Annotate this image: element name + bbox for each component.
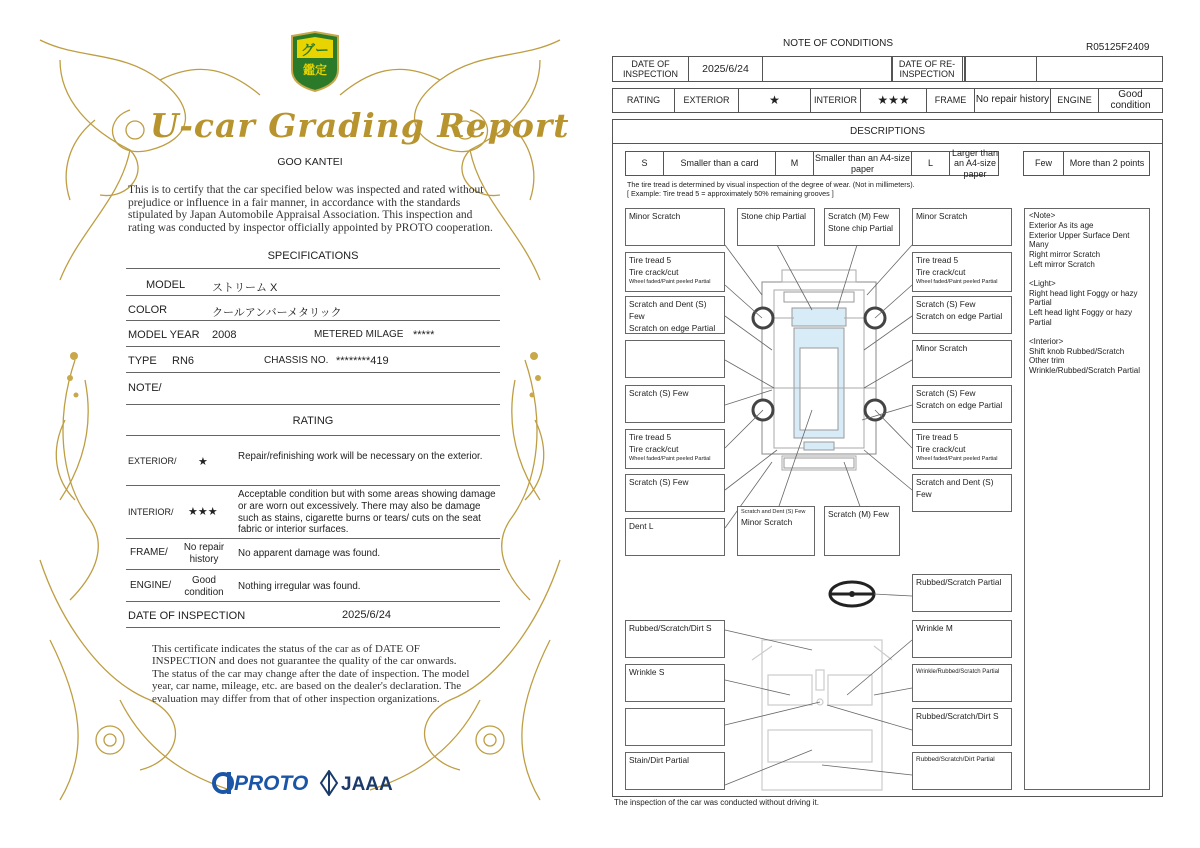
legend-m: M (776, 152, 814, 175)
model-label: MODEL (146, 279, 186, 291)
badge-main-text: 鑑定 (302, 63, 327, 77)
note-text: Scratch (S) Few (629, 477, 689, 487)
divider (126, 569, 500, 570)
note-text: Tire crack/cut (629, 267, 679, 277)
legend-m-desc: Smaller than an A4-size paper (814, 153, 911, 174)
proto-logo-icon (212, 770, 234, 796)
note-empty (625, 340, 725, 378)
note-text: Stone chip Partial (741, 211, 807, 221)
frame-label: FRAME (927, 89, 975, 112)
mileage-value: ***** (413, 329, 435, 341)
spec-heading: SPECIFICATIONS (267, 250, 359, 262)
divider (126, 601, 500, 602)
frame-value: No repair history (975, 89, 1051, 112)
note-text: Tire tread 5 (916, 432, 959, 442)
side-note-item: Wrinkle/Rubbed/Scratch Partial (1029, 366, 1141, 376)
divider (126, 627, 500, 628)
interior-label: INTERIOR (811, 89, 861, 112)
divider (126, 346, 500, 347)
badge-top-text: グー (301, 42, 329, 58)
side-note-item: Other trim (1029, 356, 1065, 366)
note-text: Tire tread 5 (916, 255, 959, 265)
jaaa-logo-icon (318, 770, 340, 796)
divider (126, 538, 500, 539)
exterior-label: EXTERIOR (675, 89, 739, 112)
interior-desc: Acceptable condition but with some areas showing damage or are worn out excessively. There may also be damage such as stains, cigarette burns or tears/ cuts on the seat fabric or interior surfaces. (238, 489, 496, 536)
interior-label: INTERIOR/ (128, 507, 174, 517)
note-int-6 (912, 708, 1012, 746)
note-text: Stone chip Partial (828, 223, 894, 233)
note-text: Rubbed/Scratch/Dirt S (629, 623, 712, 633)
legend-few-desc: More than 2 points (1069, 158, 1145, 169)
exterior-stars: ★ (198, 456, 208, 468)
chassis-value: ********419 (336, 355, 389, 367)
note-label: NOTE/ (128, 382, 162, 394)
note-minor-scratch (625, 208, 725, 246)
legend-few: Few (1024, 152, 1064, 175)
note-ss-few-right (912, 296, 1012, 334)
org-name: GOO KANTEI (277, 156, 343, 168)
note-int-8 (912, 752, 1012, 790)
descriptions-heading: DESCRIPTIONS (849, 126, 925, 137)
proto-logo (212, 770, 312, 798)
note-text: Tire crack/cut (629, 444, 679, 454)
note-sd-few-right (912, 474, 1012, 512)
doi-value: 2025/6/24 (342, 609, 391, 621)
note-text: Scratch and Dent (S) Few (629, 299, 707, 321)
side-note-item: Right head light Foggy or hazy Partial (1029, 288, 1138, 308)
note-int-4 (912, 664, 1012, 702)
note-text: Wrinkle M (916, 623, 953, 633)
legend-l: L (912, 152, 950, 175)
divider (126, 295, 500, 296)
certificate-footer: This certificate indicates the status of the car as of DATE OF INSPECTION and does not guarantee the quality of the car onwards. The status of the car may change after the date of inspection. The model year, car name, mileage, etc. are based on the dealer's declaration. The evaluation may differ from that of other inspection organizations. (152, 643, 470, 705)
type-value: RN6 (172, 355, 195, 367)
note-stone-chip (737, 208, 815, 246)
side-note-heading: <Light> (1029, 278, 1056, 288)
rating-row (612, 88, 1163, 113)
note-minor-scratch-right (912, 208, 1012, 246)
legend-s: S (626, 152, 664, 175)
note-rear-bumper (737, 506, 815, 556)
reinsp-label: DATE OF RE-INSPECTION (891, 57, 963, 81)
divider (612, 143, 1163, 144)
side-note-item: Left head light Foggy or hazy Partial (1029, 308, 1133, 327)
note-text: Tire tread 5 (629, 432, 672, 442)
side-note-item: Exterior Upper Surface Dent Many (1029, 230, 1130, 250)
proto-logo-text: PROTO (234, 772, 309, 795)
note-text: Scratch (M) Few (828, 211, 889, 221)
doi-blank (763, 57, 893, 81)
interior-value: ★★★ (861, 89, 927, 112)
sheet-title: NOTE OF CONDITIONS (783, 38, 893, 49)
note-text: Rubbed/Scratch/Dirt S (916, 711, 999, 721)
note-ss-few-left2 (625, 474, 725, 512)
frame-desc: No apparent damage was found. (238, 548, 381, 559)
year-value: 2008 (212, 329, 237, 341)
note-int-2 (912, 620, 1012, 658)
note-text: Scratch (S) Few (916, 299, 976, 309)
note-sd-few-left (625, 296, 725, 334)
note-text: Scratch (M) Few (828, 509, 889, 519)
legend-s-desc: Smaller than a card (664, 152, 776, 175)
tire-note-line1: The tire tread is determined by visual inspection of the degree of wear. (Not in millimeters). (627, 180, 915, 189)
rating-heading: RATING (292, 415, 334, 427)
note-text: Tire crack/cut (916, 444, 966, 454)
note-text: Minor Scratch (916, 343, 968, 353)
jaaa-logo-text: JAAA (341, 774, 393, 795)
note-tire-front-left (625, 252, 725, 292)
note-int-1 (625, 620, 725, 658)
note-text: Wheel faded/Paint peeled Partial (916, 456, 998, 462)
sheet-footer: The inspection of the car was conducted without driving it. (614, 798, 819, 807)
divider (126, 485, 500, 486)
note-text: Scratch (S) Few (916, 388, 976, 398)
chassis-label: CHASSIS NO. (264, 355, 329, 366)
note-text: Rubbed/Scratch Partial (916, 577, 1002, 587)
jaaa-logo (318, 770, 398, 798)
exterior-value: ★ (739, 89, 811, 112)
few-legend (1023, 151, 1150, 176)
tire-note (627, 180, 915, 198)
certificate-intro: This is to certify that the car specified below was inspected and rated without prejudice or influence in a fair manner, in accordance with the standards stipulated by Japan Automobile Appraisal Association. This inspection and rating was conducted by inspector officially appointed by PROTO cooperation. (128, 184, 493, 234)
engine-value: Good condition (184, 575, 224, 598)
note-int-3 (625, 664, 725, 702)
note-text: Tire crack/cut (916, 267, 966, 277)
note-int-7 (625, 752, 725, 790)
mileage-label: METERED MILAGE (314, 329, 404, 340)
note-text: Rubbed/Scratch/Dirt Partial (916, 756, 995, 763)
note-text: Tire tread 5 (629, 255, 672, 265)
note-scratch-m-few (824, 208, 900, 246)
divider (126, 435, 500, 436)
legend-l-desc: Larger than an A4-size paper (951, 147, 999, 179)
note-text: Wheel faded/Paint peeled Partial (629, 279, 711, 285)
note-text: Minor Scratch (741, 517, 793, 527)
tire-note-line2: [ Example: Tire tread 5 = approximately 50% remaining grooves ] (627, 189, 834, 198)
engine-label: ENGINE/ (130, 580, 172, 591)
exterior-label: EXTERIOR/ (128, 456, 177, 466)
engine-value: Good condition (1110, 89, 1151, 111)
reinsp-value (963, 57, 1037, 81)
note-text: Scratch on edge Partial (916, 400, 1003, 410)
reinsp-blank3 (1037, 57, 1163, 81)
note-ss-few-left (625, 385, 725, 423)
side-note-item: Right mirror Scratch (1029, 250, 1101, 260)
side-note-item: Left mirror Scratch (1029, 259, 1095, 269)
divider (126, 372, 500, 373)
note-text: Wrinkle S (629, 667, 665, 677)
note-text: Scratch on edge Partial (629, 323, 716, 333)
side-notes (1024, 208, 1150, 790)
note-text: Stain/Dirt Partial (629, 755, 689, 765)
date-row (612, 56, 1163, 82)
note-text: Wrinkle/Rubbed/Scratch Partial (916, 669, 1000, 675)
engine-desc: Nothing irregular was found. (238, 581, 361, 592)
side-note-item: Shift knob Rubbed/Scratch (1029, 346, 1125, 356)
note-text: Minor Scratch (629, 211, 681, 221)
model-value: ストリーム X (212, 282, 278, 294)
sheet-ref: R05125F2409 (1086, 42, 1150, 53)
side-note-item: Exterior As its age (1029, 220, 1094, 230)
color-label: COLOR (128, 304, 168, 316)
note-text: Scratch and Dent (S) Few (916, 477, 994, 499)
frame-value: No repair history (183, 542, 225, 565)
interior-view (752, 640, 892, 790)
note-text: Minor Scratch (916, 211, 968, 221)
side-note-heading: <Note> (1029, 211, 1056, 220)
doi-label: DATE OF INSPECTION (613, 57, 689, 81)
engine-label: ENGINE (1051, 89, 1099, 112)
note-text: Dent L (629, 521, 654, 531)
color-value: クールアンバーメタリック (212, 307, 342, 319)
year-label: MODEL YEAR (128, 329, 200, 341)
side-note-heading: <Interior> (1029, 336, 1064, 346)
type-label: TYPE (128, 355, 157, 367)
note-tire-rear-left (625, 429, 725, 469)
note-dent-l (625, 518, 725, 556)
frame-label: FRAME/ (130, 547, 168, 558)
exterior-desc: Repair/refinishing work will be necessary on the exterior. (238, 451, 483, 462)
goo-kantei-badge (288, 30, 342, 92)
note-text: Wheel faded/Paint peeled Partial (629, 456, 711, 462)
note-tire-front-right (912, 252, 1012, 292)
divider (126, 404, 500, 405)
note-int-5 (625, 708, 725, 746)
note-text: Scratch and Dent (S) Few (741, 509, 806, 515)
doi-label: DATE OF INSPECTION (128, 610, 246, 622)
doi-value: 2025/6/24 (689, 57, 763, 81)
rating-label: RATING (613, 89, 675, 112)
size-legend (625, 147, 999, 179)
note-text: Wheel faded/Paint peeled Partial (916, 279, 998, 285)
note-tire-rear-right (912, 429, 1012, 469)
divider (126, 320, 500, 321)
note-text: Scratch (S) Few (629, 388, 689, 398)
report-title: U-car Grading Report (150, 106, 570, 145)
divider (126, 268, 500, 269)
note-minor-scratch-right2 (912, 340, 1012, 378)
note-scratch-m-few-rear (824, 506, 900, 556)
car-top-view (753, 270, 885, 470)
note-text: Scratch on edge Partial (916, 311, 1003, 321)
steering-wheel-icon (830, 582, 874, 606)
note-ss-few-right3 (912, 385, 1012, 423)
interior-stars: ★★★ (188, 506, 218, 518)
note-steering (912, 574, 1012, 612)
